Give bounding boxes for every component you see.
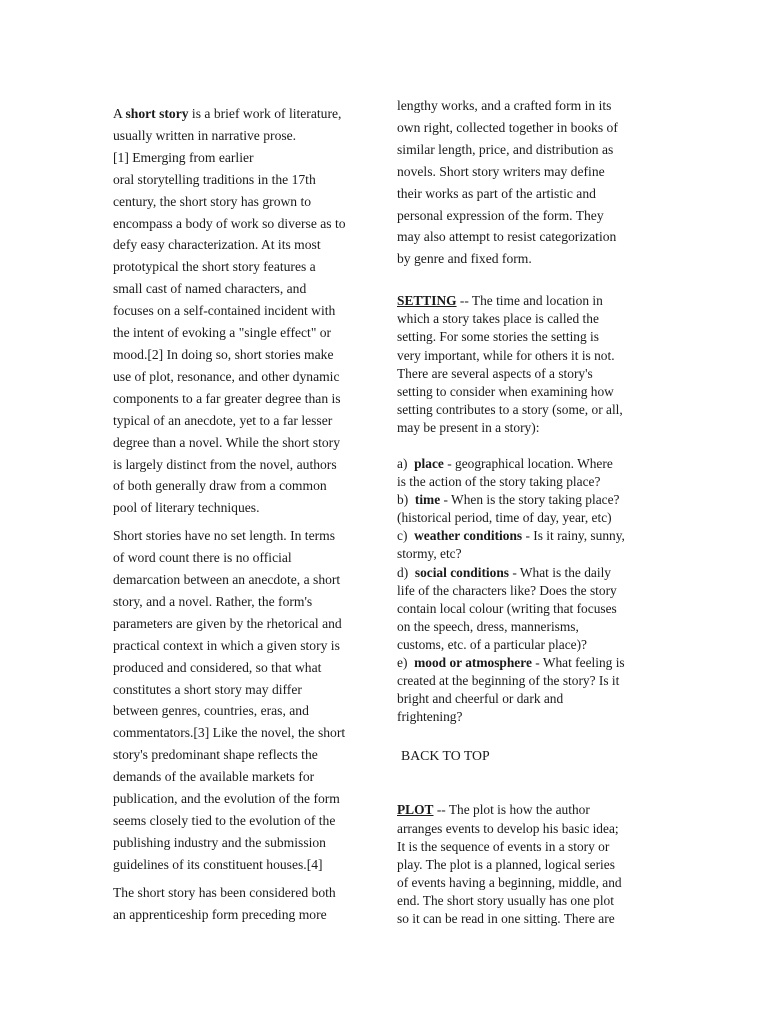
text-line: practical context in which a given story is <box>113 637 340 653</box>
paragraph-line <box>113 103 375 125</box>
text-line: end. The short story usually has one plot <box>397 892 614 908</box>
text-line: of events having a beginning, middle, and <box>397 874 622 890</box>
text-line: publication, and the evolution of the form <box>113 791 340 807</box>
text-line: frightening? <box>397 709 463 725</box>
text-line: produced and considered, so that what <box>113 659 322 675</box>
text-line: is the action of the story taking place? <box>397 474 601 490</box>
setting-aspect-term: mood or atmosphere <box>414 655 532 671</box>
setting-aspect-item <box>397 527 659 563</box>
text-line: constitutes a short story may differ <box>113 681 302 697</box>
text-line: The short story has been considered both <box>113 884 336 900</box>
setting-aspect-first-line <box>397 491 659 509</box>
list-marker: c) <box>397 528 415 544</box>
list-marker: e) <box>397 655 415 671</box>
text-line: lengthy works, and a crafted form in its <box>397 98 612 113</box>
setting-aspect-first-line <box>397 654 659 672</box>
text-line: commentators.[3] Like the novel, the short <box>113 725 346 741</box>
text-line: arranges events to develop his basic idea; <box>397 820 619 836</box>
text-line: may be present in a story): <box>397 419 540 435</box>
text-line: personal expression of the form. They <box>397 207 604 223</box>
text-line: customs, etc. of a particular place)? <box>397 636 587 652</box>
section-setting <box>397 292 659 726</box>
text-line: the intent of evoking a "single effect" or <box>113 325 332 341</box>
setting-heading-line <box>397 292 659 310</box>
text-line: century, the short story has grown to <box>113 193 312 209</box>
text-line: bright and cheerful or dark and <box>397 691 564 707</box>
setting-aspect-item <box>397 654 659 726</box>
text-fragment: - When is the story taking place? <box>440 492 620 508</box>
setting-aspect-first-line <box>397 455 659 473</box>
text-line: degree than a novel. While the short story <box>113 434 340 450</box>
text-line: demands of the available markets for <box>113 769 315 785</box>
text-line: an apprenticeship form preceding more <box>113 906 327 922</box>
text-line: may also attempt to resist categorization <box>397 229 617 245</box>
text-line: setting to consider when examining how <box>397 383 614 399</box>
setting-aspect-list <box>397 455 659 726</box>
text-line: defy easy characterization. At its most <box>113 237 321 253</box>
text-line: story, and a novel. Rather, the form's <box>113 593 313 609</box>
text-fragment: - Is it rainy, sunny, <box>522 528 625 544</box>
text-line: story's predominant shape reflects the <box>113 747 318 763</box>
text-line: There are several aspects of a story's <box>397 365 593 381</box>
text-line: usually written in narrative prose. <box>113 127 297 143</box>
text-line: similar length, price, and distribution as <box>397 141 614 157</box>
paragraph-length <box>113 525 375 876</box>
setting-aspect-first-line <box>397 564 659 582</box>
left-column <box>113 103 375 932</box>
setting-aspect-term: social conditions <box>414 564 509 580</box>
text-line: play. The plot is a planned, logical series <box>397 856 615 872</box>
text-line: created at the beginning of the story? Is it <box>397 673 620 689</box>
text-line: own right, collected together in books of <box>397 119 618 135</box>
text-line: [1] Emerging from earlier <box>113 149 254 165</box>
text-line: is largely distinct from the novel, authors <box>113 456 337 472</box>
text-fragment: A <box>113 106 126 121</box>
text-line: use of plot, resonance, and other dynamic <box>113 368 340 384</box>
setting-aspect-term: place <box>414 456 444 471</box>
text-line: mood.[2] In doing so, short stories make <box>113 346 334 362</box>
text-line: setting contributes to a story (some, or all, <box>397 401 623 417</box>
plot-heading-line <box>397 801 659 819</box>
text-line: seems closely tied to the evolution of the <box>113 813 336 828</box>
text-line: novels. Short story writers may define <box>397 163 605 179</box>
term-short-story: short story <box>125 106 189 121</box>
setting-title: SETTING <box>397 293 457 309</box>
text-line: very important, while for others it is not. <box>397 347 615 363</box>
text-line: which a story takes place is called the <box>397 311 599 327</box>
text-fragment: - What feeling is <box>531 655 625 671</box>
text-line: their works as part of the artistic and <box>397 185 596 201</box>
text-line: life of the characters like? Does the story <box>397 582 617 598</box>
list-marker: d) <box>397 564 415 580</box>
text-line: typical of an anecdote, yet to a far lesser <box>113 412 333 428</box>
text-line: so it can be read in one sitting. There are <box>397 910 615 926</box>
paragraph-intro <box>113 103 375 519</box>
text-line: components to a far greater degree than is <box>113 390 341 406</box>
setting-aspect-item <box>397 455 659 491</box>
text-line: parameters are given by the rhetorical and <box>113 615 342 631</box>
section-plot <box>397 801 659 928</box>
text-line: stormy, etc? <box>397 546 462 562</box>
text-fragment: -- The plot is how the author <box>433 802 590 818</box>
text-line: (historical period, time of day, year, etc) <box>397 510 612 526</box>
text-line: oral storytelling traditions in the 17th <box>113 171 316 187</box>
text-fragment: - geographical location. Where <box>443 456 613 471</box>
text-line: between genres, countries, eras, and <box>113 703 309 719</box>
text-line: by genre and fixed form. <box>397 251 532 267</box>
text-line: of word count there is no official <box>113 550 292 566</box>
text-fragment: is a brief work of literature, <box>188 106 342 121</box>
text-line: small cast of named characters, and <box>113 281 307 297</box>
right-column <box>397 95 659 928</box>
text-line: It is the sequence of events in a story or <box>397 838 610 854</box>
text-line: on the speech, dress, mannerisms, <box>397 618 579 634</box>
setting-aspect-term: weather conditions <box>414 528 523 544</box>
text-line: demarcation between an anecdote, a short <box>113 572 341 588</box>
setting-aspect-item <box>397 564 659 654</box>
list-marker: b) <box>397 492 415 508</box>
setting-aspect-item <box>397 491 659 527</box>
text-line: contain local colour (writing that focuses <box>397 600 617 616</box>
text-line: focuses on a self-contained incident with <box>113 303 336 319</box>
text-line: guidelines of its constituent houses.[4] <box>113 856 323 872</box>
text-line: Short stories have no set length. In terms <box>113 528 335 544</box>
text-line: publishing industry and the submission <box>113 834 326 850</box>
text-fragment: - What is the daily <box>508 564 612 580</box>
text-fragment: -- The time and location in <box>456 293 603 309</box>
text-line: pool of literary techniques. <box>113 500 260 516</box>
text-line: prototypical the short story features a <box>113 259 316 275</box>
paragraph-apprenticeship <box>113 882 375 926</box>
text-line: setting. For some stories the setting is <box>397 329 599 345</box>
paragraph-continuation <box>397 95 659 270</box>
plot-title: PLOT <box>397 802 434 818</box>
setting-aspect-first-line <box>397 527 659 545</box>
list-marker: a) <box>397 456 415 471</box>
back-to-top-link[interactable]: BACK TO TOP <box>401 748 490 764</box>
setting-aspect-term: time <box>414 492 441 508</box>
text-line: of both generally draw from a common <box>113 478 327 494</box>
text-line: encompass a body of work so diverse as to <box>113 215 346 231</box>
